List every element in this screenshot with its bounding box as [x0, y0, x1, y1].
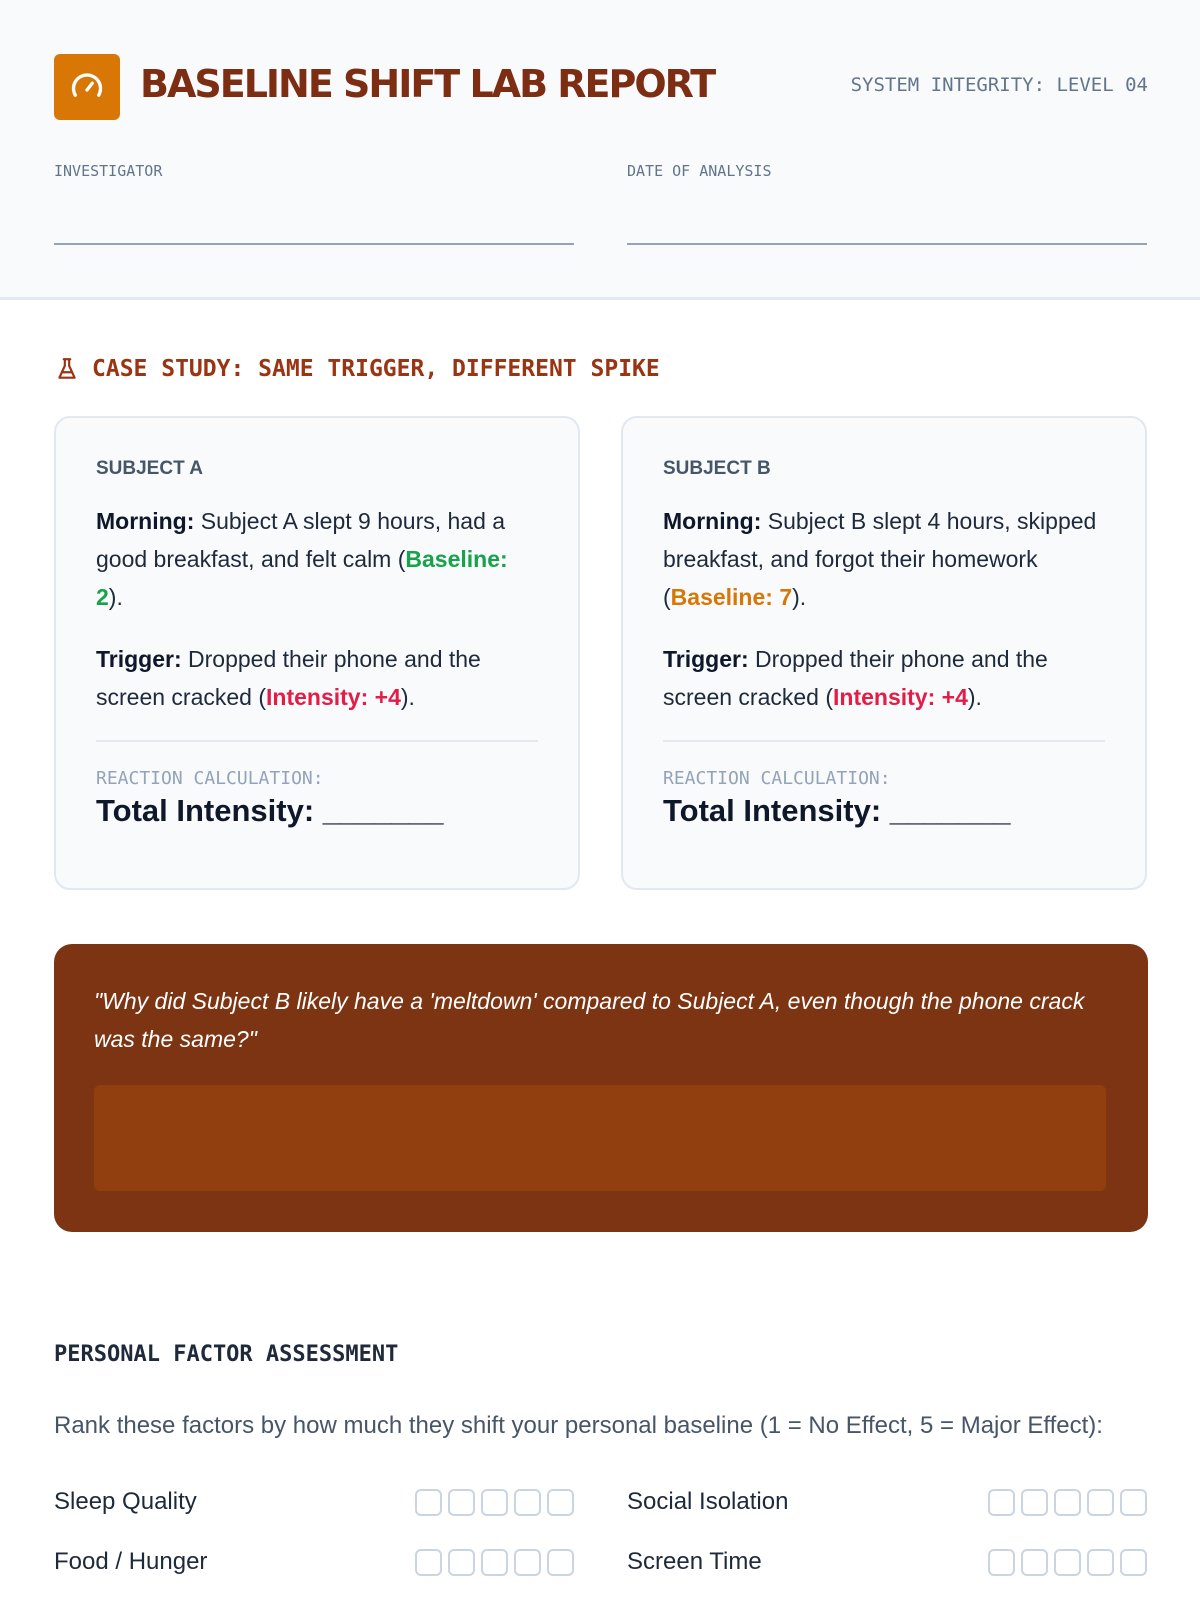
rating-box[interactable] [448, 1489, 475, 1516]
subject-b-intensity: Intensity: +4 [833, 684, 968, 710]
rating-box[interactable] [1021, 1489, 1048, 1516]
subject-b-label: SUBJECT B [663, 458, 771, 479]
factor-row-social-isolation [627, 1482, 1147, 1522]
rating-boxes [988, 1489, 1147, 1516]
subject-a-baseline: Baseline: 2 [96, 546, 508, 610]
subject-a-calc-label: REACTION CALCULATION: [96, 768, 324, 789]
system-integrity-label: SYSTEM INTEGRITY: LEVEL 04 [850, 74, 1148, 96]
rating-box[interactable] [547, 1549, 574, 1576]
subject-a-morning: Morning: Subject A slept 9 hours, had a good breakfast, and felt calm (Baseline: 2). [96, 508, 508, 610]
rating-box[interactable] [481, 1549, 508, 1576]
rating-box[interactable] [1087, 1489, 1114, 1516]
date-of-analysis-field[interactable] [627, 243, 1147, 245]
report-header [0, 0, 1200, 300]
rating-box[interactable] [481, 1489, 508, 1516]
factor-row-screen-time [627, 1542, 1147, 1582]
rating-boxes [415, 1489, 574, 1516]
reflection-question: "Why did Subject B likely have a 'meltdown' compared to Subject A, even though the phone crack was the same?" [94, 988, 1085, 1052]
rating-box[interactable] [1087, 1549, 1114, 1576]
divider [663, 740, 1105, 742]
subject-b-total-intensity[interactable]: Total Intensity: _______ [663, 793, 1011, 828]
assessment-instructions: Rank these factors by how much they shift your personal baseline (1 = No Effect, 5 = Major Effect): [54, 1412, 1103, 1439]
factor-label: Screen Time [627, 1548, 762, 1575]
subject-b-trigger: Trigger: Dropped their phone and the screen cracked (Intensity: +4). [663, 646, 1048, 710]
rating-box[interactable] [514, 1489, 541, 1516]
rating-box[interactable] [1120, 1489, 1147, 1516]
rating-box[interactable] [448, 1549, 475, 1576]
rating-box[interactable] [415, 1489, 442, 1516]
rating-box[interactable] [514, 1549, 541, 1576]
divider [96, 740, 538, 742]
subject-b-calc-label: REACTION CALCULATION: [663, 768, 891, 789]
rating-box[interactable] [988, 1489, 1015, 1516]
answer-area[interactable] [94, 1085, 1106, 1191]
subject-b-baseline: Baseline: 7 [670, 584, 793, 610]
subject-a-trigger: Trigger: Dropped their phone and the screen cracked (Intensity: +4). [96, 646, 481, 710]
flask-icon [54, 356, 80, 382]
rating-boxes [988, 1549, 1147, 1576]
subject-a-total-intensity[interactable]: Total Intensity: _______ [96, 793, 444, 828]
subject-a-intensity: Intensity: +4 [266, 684, 401, 710]
case-study-title: CASE STUDY: SAME TRIGGER, DIFFERENT SPIKE [92, 356, 660, 382]
subject-b-card [621, 416, 1147, 890]
rating-boxes [415, 1549, 574, 1576]
rating-box[interactable] [1021, 1549, 1048, 1576]
subject-a-card [54, 416, 580, 890]
case-study-heading [54, 356, 660, 382]
factor-row-food-hunger [54, 1542, 574, 1582]
factor-label: Social Isolation [627, 1488, 789, 1515]
rating-box[interactable] [988, 1549, 1015, 1576]
factor-label: Food / Hunger [54, 1548, 208, 1575]
rating-box[interactable] [1054, 1489, 1081, 1516]
subject-a-label: SUBJECT A [96, 458, 203, 479]
subject-b-morning: Morning: Subject B slept 4 hours, skipped breakfast, and forgot their homework (Baseline: 7). [663, 508, 1097, 610]
date-of-analysis-label: DATE OF ANALYSIS [627, 162, 772, 180]
rating-box[interactable] [415, 1549, 442, 1576]
rating-box[interactable] [1120, 1549, 1147, 1576]
factor-label: Sleep Quality [54, 1488, 197, 1515]
investigator-field[interactable] [54, 243, 574, 245]
investigator-label: INVESTIGATOR [54, 162, 163, 180]
rating-box[interactable] [1054, 1549, 1081, 1576]
rating-box[interactable] [547, 1489, 574, 1516]
page-title: BASELINE SHIFT LAB REPORT [140, 62, 715, 106]
reflection-question-box [54, 944, 1148, 1232]
assessment-title: PERSONAL FACTOR ASSESSMENT [54, 1342, 399, 1367]
factor-row-sleep-quality [54, 1482, 574, 1522]
gauge-icon [54, 54, 120, 120]
